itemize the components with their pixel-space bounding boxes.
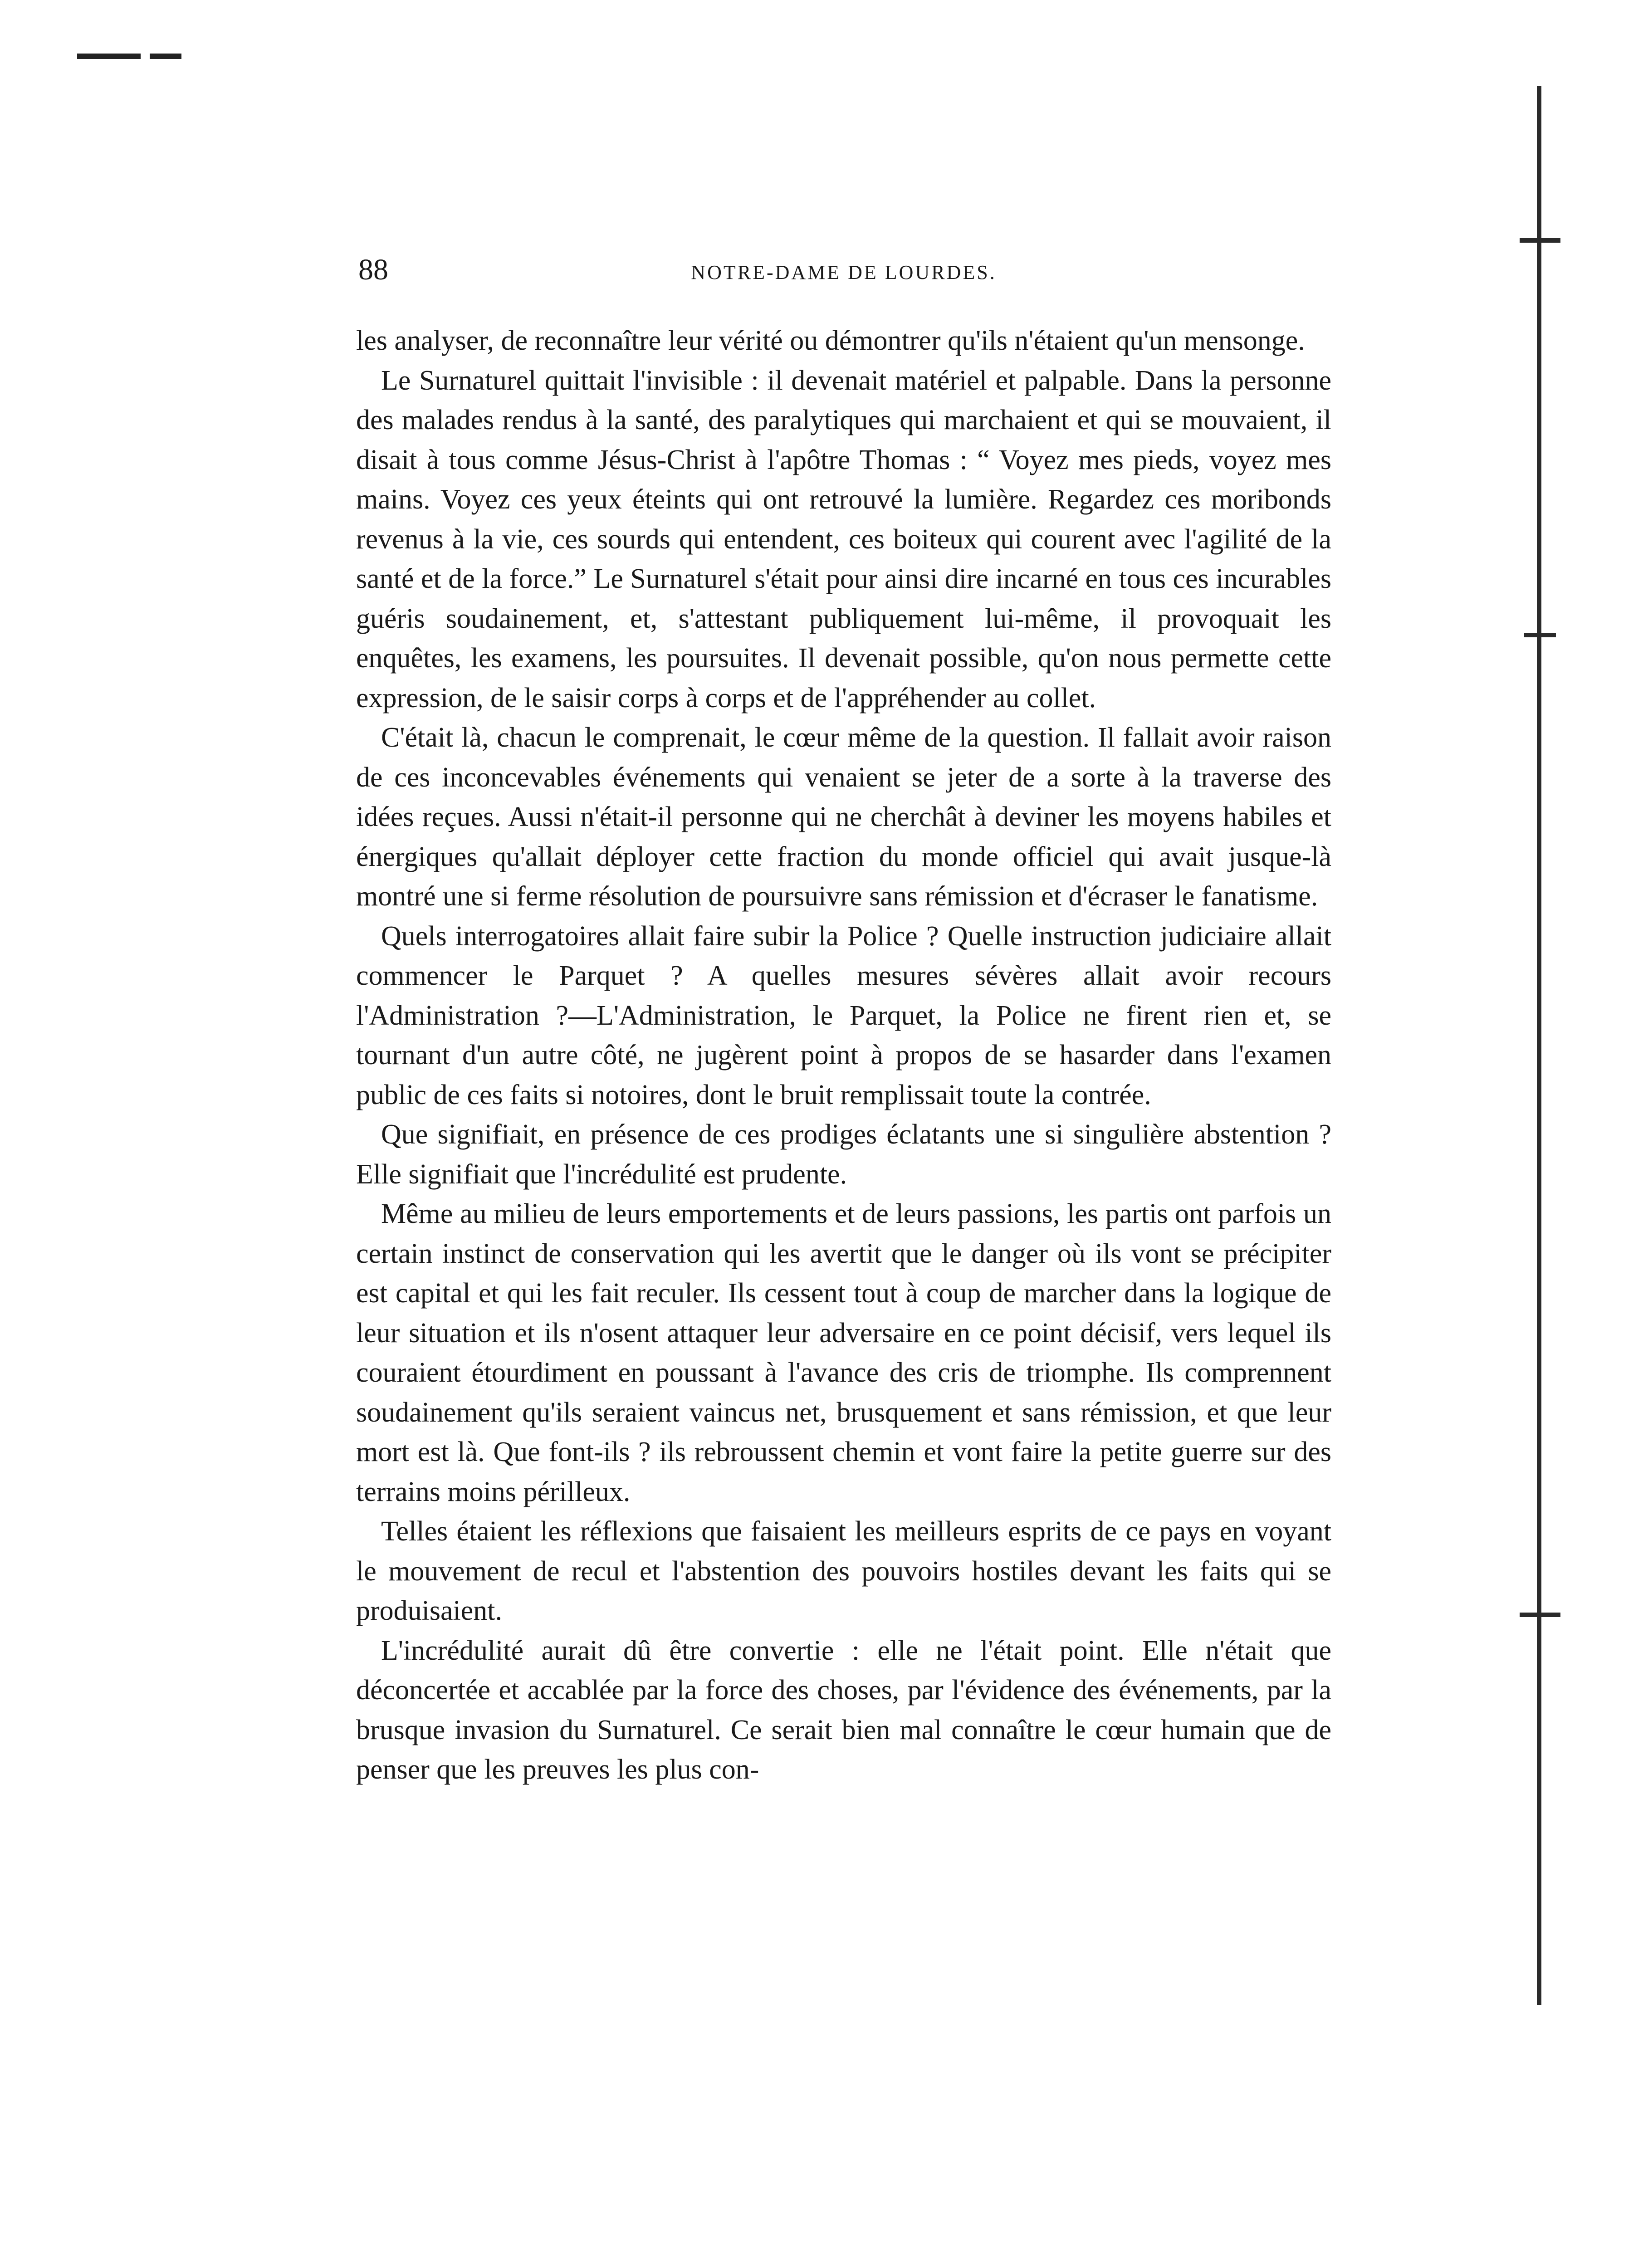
scan-mark (150, 54, 181, 59)
paragraph: Le Surnaturel quittait l'invisible : il devenait matériel et palpable. Dans la personne des malades rendus à la santé, des paralytiques qui marchaient et qui se mouvaient, il disait à tous comme Jésus-Christ à l'apôtre Thomas : “ Voyez mes pieds, voyez mes mains. Voyez ces yeux éteints qui ont retrouvé la lumière. Regardez ces moribonds revenus à la vie, ces sourds qui entendent, ces boiteux qui courent avec l'agilité de la santé et de la force.” Le Surnaturel s'était pour ainsi dire incarné en tous ces incurables guéris soudainement, et, s'attestant publiquement lui-même, il provoquait les enquêtes, les examens, les poursuites. Il devenait possible, qu'on nous permette cette expression, de le saisir corps à corps et de l'appréhender au collet. (356, 365, 1331, 714)
running-title: NOTRE-DAME DE LOURDES. (691, 261, 997, 284)
paragraph: C'était là, chacun le comprenait, le cœur même de la question. Il fallait avoir raison de ces inconcevables événements qui venaient se jeter de a sorte à la traverse des idées reçues. Aussi n'était-il personne qui ne cherchât à deviner les moyens habiles et énergiques qu'allait déployer cette fraction du monde officiel qui avait jusque-là montré une si ferme résolution de poursuivre sans rémission et d'écraser le fanatisme. (356, 722, 1331, 912)
paragraph: Que signifiait, en présence de ces prodiges éclatants une si singulière abstention ? Elle signifiait que l'incrédulité est prudente. (356, 1119, 1331, 1190)
body-text (356, 321, 1331, 1790)
paragraph: Quels interrogatoires allait faire subir la Police ? Quelle instruction judiciaire allait commencer le Parquet ? A quelles mesures sévères allait avoir recours l'Administration ?—L'Administration, le Parquet, la Police ne firent rien et, se tournant d'un autre côté, ne jugèrent point à propos de se hasarder dans l'examen public de ces faits si notoires, dont le bruit remplissait toute la contrée. (356, 920, 1331, 1110)
binding-edge-mark (1520, 1613, 1560, 1617)
binding-edge-mark (1520, 238, 1560, 243)
paragraph: Telles étaient les réflexions que faisaient les meilleurs esprits de ce pays en voyant le mouvement de recul et l'abstention des pouvoirs hostiles devant les faits qui se produisaient. (356, 1516, 1331, 1626)
binding-edge-line (1537, 86, 1541, 2005)
paragraph: Même au milieu de leurs emportements et de leurs passions, les partis ont parfois un certain instinct de conservation qui les avertit que le danger où ils vont se précipiter est capital et qui les fait reculer. Ils cessent tout à coup de marcher dans la logique de leur situation et ils n'osent attaquer leur adversaire en ce point décisif, vers lequel ils couraient étourdiment en poussant à l'avance des cris de triomphe. Ils comprennent soudainement qu'ils seraient vaincus net, brusquement et sans rémission, et que leur mort est là. Que font-ils ? ils rebroussent chemin et vont faire la petite guerre sur des terrains moins périlleux. (356, 1198, 1331, 1507)
scan-mark (77, 54, 141, 59)
page-number: 88 (358, 253, 388, 286)
page-header (358, 252, 1329, 288)
paragraph: L'incrédulité aurait dû être convertie : elle ne l'était point. Elle n'était que déconcertée et accablée par la force des choses, par l'évidence des événements, par la brusque invasion du Surnaturel. Ce serait bien mal connaître le cœur humain que de penser que les preuves les plus con- (356, 1635, 1331, 1785)
paragraph: les analyser, de reconnaître leur vérité ou démontrer qu'ils n'étaient qu'un mensonge. (356, 325, 1305, 356)
binding-edge-mark (1524, 633, 1556, 637)
